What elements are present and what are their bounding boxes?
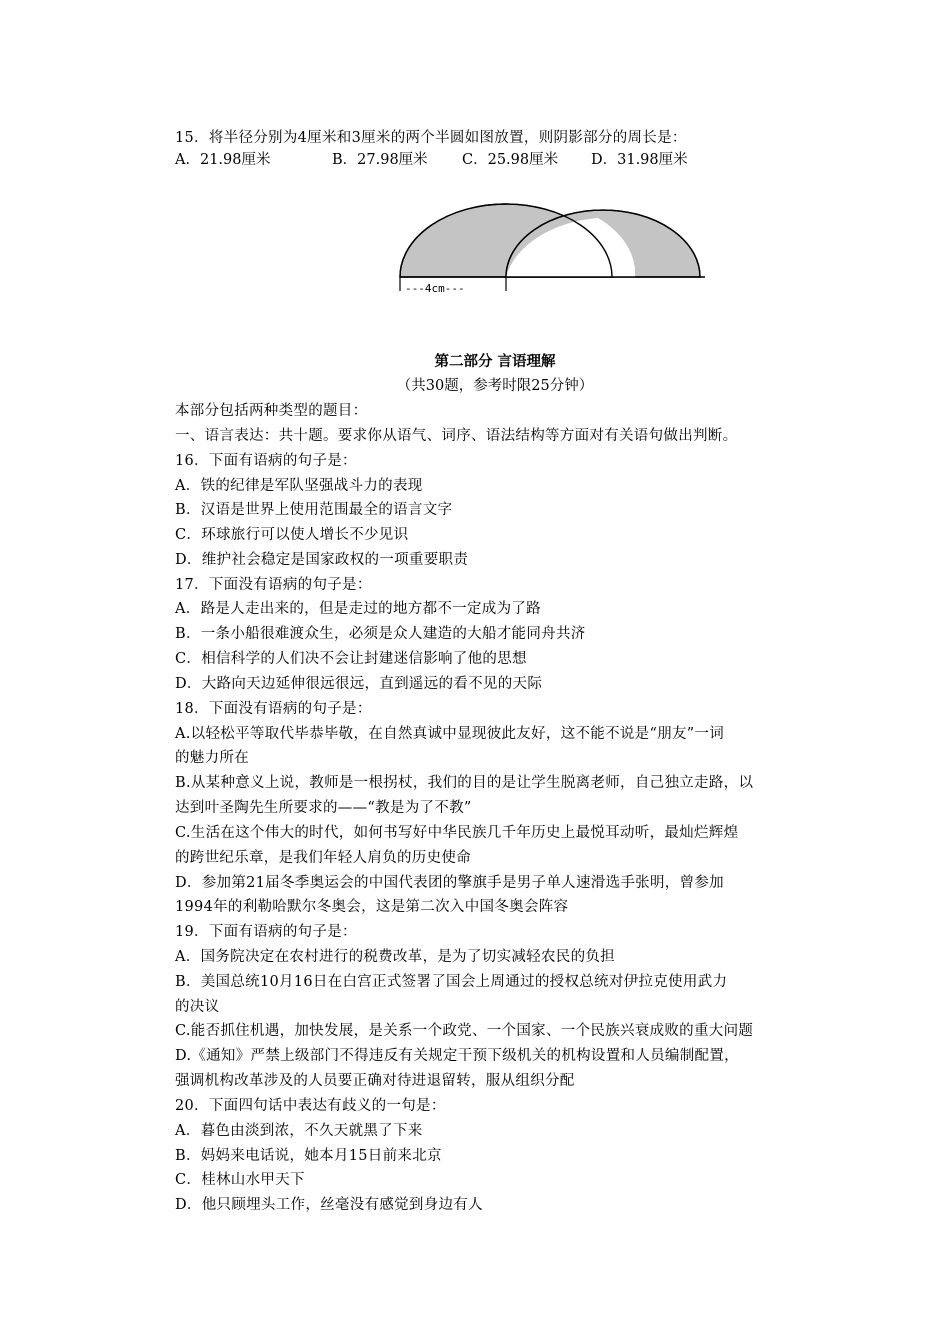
question-line: C．桂林山水甲天下 <box>175 1172 305 1188</box>
q15-option-b: B．27.98厘米 <box>332 152 428 168</box>
question-line: B．一条小船很难渡众生，必须是众人建造的大船才能同舟共济 <box>175 626 586 642</box>
question-line: B.从某种意义上说，教师是一根拐杖，我们的目的是让学生脱离老师，自己独立走路，以 <box>175 775 754 791</box>
question-line: 的魅力所在 <box>175 750 249 766</box>
question-line: 的决议 <box>175 999 220 1015</box>
question-line: 强调机构改革涉及的人员要正确对待进退留转，服从组织分配 <box>175 1073 575 1089</box>
question-line: D．参加第21届冬季奥运会的中国代表团的擎旗手是男子单人速滑选手张明，曾参加 <box>175 875 724 891</box>
q15-option-d: D．31.98厘米 <box>591 152 688 168</box>
question-line: A.以轻松平等取代毕恭毕敬，在自然真诚中显现彼此友好，这不能不说是“朋友”一词 <box>175 726 725 742</box>
question-line: D．他只顾埋头工作，丝毫没有感觉到身边有人 <box>175 1197 483 1213</box>
question-line: B．美国总统10月16日在白宫正式签署了国会上周通过的授权总统对伊拉克使用武力 <box>175 974 728 990</box>
question-line: A．铁的纪律是军队坚强战斗力的表现 <box>175 478 423 494</box>
question-line: 的跨世纪乐章，是我们年轻人肩负的历史使命 <box>175 850 471 866</box>
question-line: A．暮色由淡到浓，不久天就黑了下来 <box>175 1123 423 1139</box>
question-line: D.《通知》严禁上级部门不得违反有关规定干预下级机关的机构设置和人员编制配置， <box>175 1048 739 1064</box>
question-line: A．国务院决定在农村进行的税费改革，是为了切实减轻农民的负担 <box>175 949 615 965</box>
question-line: 19．下面有语病的句子是： <box>175 924 357 940</box>
measure-label: ---4cm--- <box>405 282 465 295</box>
question-line: 17．下面没有语病的句子是： <box>175 577 372 593</box>
question-line: A．路是人走出来的，但是走过的地方都不一定成为了路 <box>175 601 541 617</box>
question-line: 1994年的利勒哈默尔冬奥会，这是第二次入中国冬奥会阵容 <box>175 899 569 915</box>
question-line: 18．下面没有语病的句子是： <box>175 701 372 717</box>
question-line: 20．下面四句话中表达有歧义的一句是： <box>175 1098 446 1114</box>
question-line: D．维护社会稳定是国家政权的一项重要职责 <box>175 552 469 568</box>
question-line: C.生活在这个伟大的时代，如何书写好中华民族几千年历史上最悦耳动听，最灿烂辉煌 <box>175 825 739 841</box>
question-line: C．环球旅行可以使人增长不少见识 <box>175 527 409 543</box>
q15-option-a: A．21.98厘米 <box>175 152 271 168</box>
q15-option-c: C．25.98厘米 <box>462 152 559 168</box>
question-line: C.能否抓住机遇，加快发展，是关系一个政党、一个国家、一个民族兴衰成败的重大问题 <box>175 1023 754 1039</box>
section-subtitle: （共30题，参考时限25分钟） <box>396 378 594 394</box>
question-line: C．相信科学的人们决不会让封建迷信影响了他的思想 <box>175 651 527 667</box>
section-title: 第二部分 言语理解 <box>434 353 556 370</box>
question-line: 达到叶圣陶先生所要求的——“教是为了不教” <box>175 800 472 816</box>
question-line: 16．下面有语病的句子是： <box>175 453 357 469</box>
question-line: B．妈妈来电话说，她本月15日前来北京 <box>175 1148 442 1164</box>
section-intro: 本部分包括两种类型的题目： <box>175 403 368 419</box>
q15-stem: 15．将半径分别为4厘米和3厘米的两个半圆如图放置，则阴影部分的周长是： <box>175 130 687 146</box>
semicircle-figure <box>395 195 715 300</box>
section-part1: 一、语言表达：共十题。要求你从语气、词序、语法结构等方面对有关语句做出判断。 <box>175 428 738 444</box>
question-line: D．大路向天边延伸很远很远，直到遥远的看不见的天际 <box>175 676 543 692</box>
question-line: B．汉语是世界上使用范围最全的语言文字 <box>175 502 453 518</box>
